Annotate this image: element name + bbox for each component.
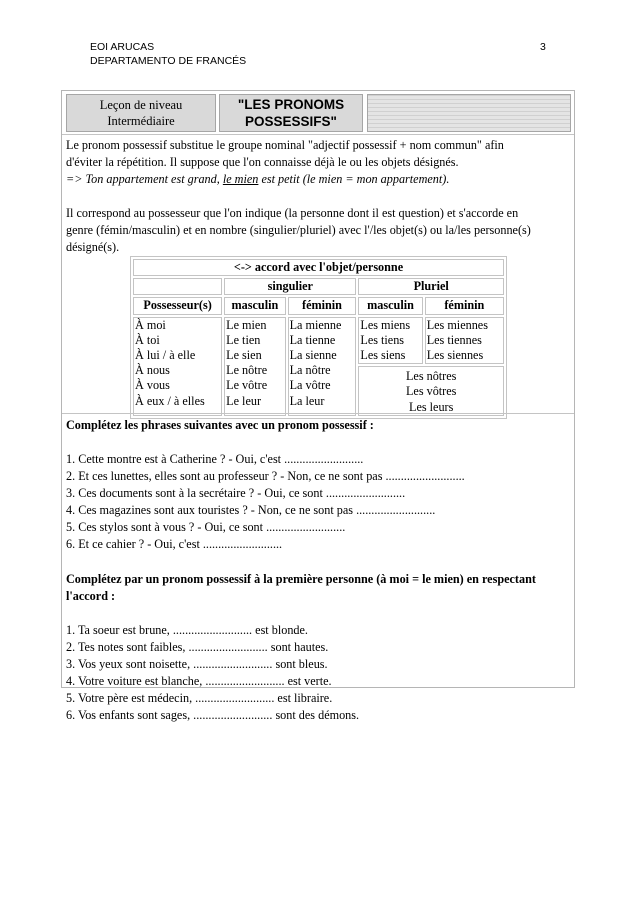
pronoun: La tienne [289, 332, 336, 347]
empty-corner [133, 278, 222, 295]
pronoun: Les tiennes [426, 332, 482, 347]
pronoun: La nôtre [289, 363, 331, 378]
lesson-example [66, 171, 449, 188]
pronoun: Les nôtres [405, 369, 457, 384]
pronoun: La sienne [289, 348, 337, 363]
pronoun: Les miens [360, 317, 411, 332]
pronoun: Le nôtre [226, 363, 268, 378]
exercise1-item: 4. Ces magazines sont aux touristes ? - Non, ce ne sont pas .......................... [66, 503, 436, 517]
pronoun: Les leurs [409, 399, 454, 414]
pluriel-header: Pluriel [358, 278, 504, 295]
pronoun: Les tiens [360, 332, 405, 347]
exercise1-item: 3. Ces documents sont à la secrétaire ? - Oui, ce sont .......................... [66, 486, 406, 500]
possesseur: À vous [135, 378, 170, 393]
pronoun: Le mien [226, 317, 267, 332]
pronoun: La leur [289, 393, 325, 408]
pronoun: La mienne [289, 317, 342, 332]
possessive-table [130, 256, 507, 419]
topic-cell [219, 94, 363, 132]
page-number: 3 [540, 41, 546, 53]
exercise2-item: 2. Tes notes sont faibles, .......................... sont hautes. [66, 640, 329, 654]
possesseur: À eux / à elles [135, 393, 205, 408]
level-line-1: Leçon de niveau [99, 98, 183, 112]
exercise2-item: 4. Votre voiture est blanche, .......................... est verte. [66, 674, 332, 688]
pronoun: Le leur [226, 393, 262, 408]
pronoun: Les vôtres [405, 384, 457, 399]
example-underlined: le mien [222, 172, 259, 186]
masc-sing-header: masculin [224, 297, 285, 314]
possesseurs-cell [133, 317, 222, 416]
pronoun: Les siennes [426, 348, 484, 363]
pronoun: Les miennes [426, 317, 488, 332]
lesson-p1-line1: Le pronom possessif substitue le groupe nominal "adjectif possessif + nom commun" afin [66, 138, 504, 152]
lesson-frame [61, 90, 575, 722]
exercise1-instruction: Complétez les phrases suivantes avec un pronom possessif : [66, 418, 374, 432]
exercise1-item: 1. Cette montre est à Catherine ? - Oui, c'est .......................... [66, 452, 364, 466]
fem-sing-header: féminin [288, 297, 357, 314]
fem-plur-header: féminin [425, 297, 504, 314]
school-name: EOI ARUCAS [90, 41, 155, 53]
title-blank-cell [367, 94, 571, 132]
exercise2-instruction-line2: l'accord : [66, 589, 116, 603]
example-part-b: est petit (le mien = mon appartement). [258, 172, 450, 186]
example-part-a: => Ton appartement est grand, [66, 172, 223, 186]
pronoun: Le tien [226, 332, 261, 347]
fem-plur-cell [425, 317, 504, 365]
exercise2-instruction-line1: Complétez par un pronom possessif à la première personne (à moi = le mien) en respectant [66, 572, 536, 586]
pronoun: Le vôtre [226, 378, 268, 393]
table-heading: <-> accord avec l'objet/personne [133, 259, 504, 276]
lesson-p2-line3: désigné(s). [66, 240, 120, 254]
topic-line-1: "LES PRONOMS [237, 97, 345, 112]
topic-line-2: POSSESSIFS" [245, 114, 337, 129]
lesson-p2-line2: genre (fémin/masculin) et en nombre (singulier/pluriel) avec l'/les objet(s) ou la/les personne(s) [66, 223, 531, 237]
exercises [62, 413, 574, 722]
possesseur: À moi [135, 317, 166, 332]
masc-plur-cell [358, 317, 422, 365]
possesseur-header: Possesseur(s) [133, 297, 222, 314]
page-header [90, 40, 246, 68]
fem-sing-cell [288, 317, 357, 416]
lesson-p1-line2: d'éviter la répétition. Il suppose que l'on connaisse déjà le ou les objets désignés. [66, 155, 459, 169]
pronoun: Le sien [226, 348, 262, 363]
singulier-header: singulier [224, 278, 356, 295]
possesseur: À nous [135, 363, 170, 378]
masc-sing-cell [224, 317, 285, 416]
exercise2-item: 6. Vos enfants sont sages, .......................... sont des démons. [66, 708, 360, 722]
exercise1-item: 5. Ces stylos sont à vous ? - Oui, ce sont .......................... [66, 520, 346, 534]
exercise2-item: 3. Vos yeux sont noisette, .......................... sont bleus. [66, 657, 328, 671]
exercise2-item: 5. Votre père est médecin, .......................... est libraire. [66, 691, 333, 705]
exercise1-item: 2. Et ces lunettes, elles sont au professeur ? - Non, ce ne sont pas .......................... [66, 469, 465, 483]
shared-plural-cell [358, 366, 504, 416]
masc-plur-header: masculin [358, 297, 422, 314]
lesson-explanation [62, 134, 574, 412]
exercise2-item: 1. Ta soeur est brune, .......................... est blonde. [66, 623, 308, 637]
exercise1-item: 6. Et ce cahier ? - Oui, c'est .......................... [66, 537, 283, 551]
pronoun: La vôtre [289, 378, 331, 393]
level-line-2: Intermédiaire [107, 114, 175, 128]
department-name: DEPARTAMENTO DE FRANCÉS [90, 55, 247, 67]
possesseur: À lui / à elle [135, 348, 196, 363]
pronoun: Les siens [360, 348, 406, 363]
lesson-p2-line1: Il correspond au possesseur que l'on indique (la personne dont il est question) et s'accorde en [66, 206, 519, 220]
possesseur: À toi [135, 332, 160, 347]
level-cell [66, 94, 216, 132]
